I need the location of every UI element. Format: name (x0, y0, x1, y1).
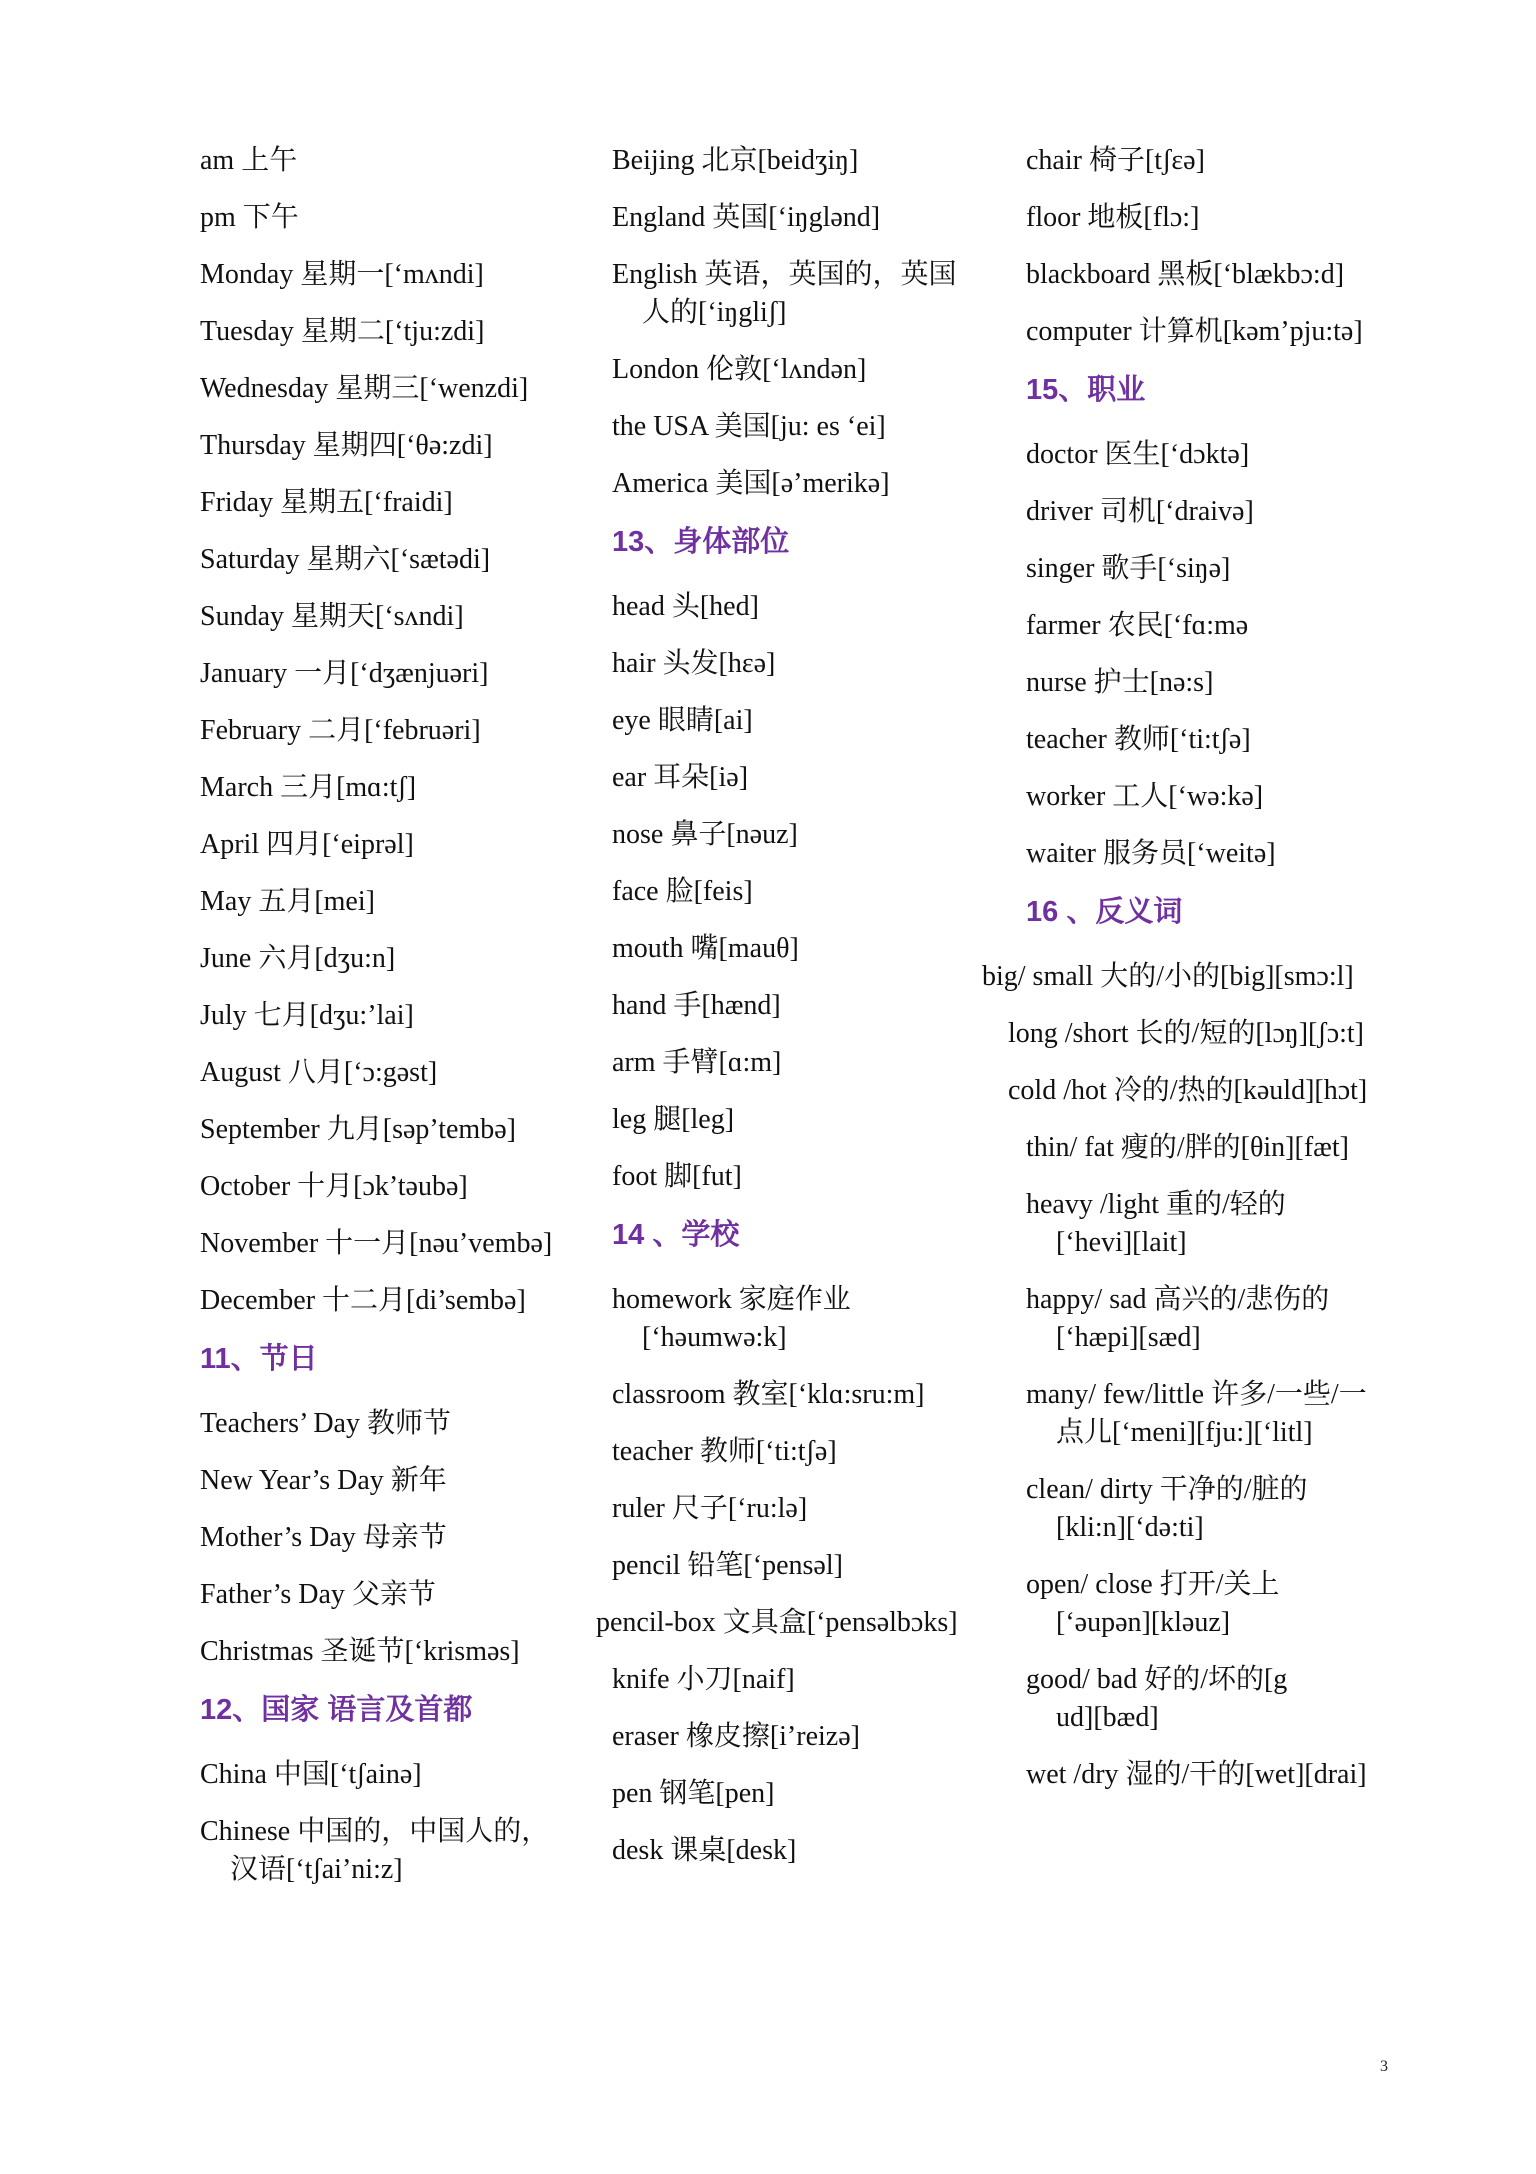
vocab-entry (612, 1101, 1032, 1139)
vocab-entry (1026, 1471, 1411, 1547)
vocab-text: Saturday 星期六[‘sætədi] (200, 544, 491, 575)
vocab-entry (1026, 607, 1446, 645)
vocab-text: Friday 星期五[‘fraidi] (200, 487, 453, 518)
vocab-text: July 七月[dʒu:’lai] (200, 1000, 414, 1031)
section-heading: 13、身体部位 (612, 526, 790, 558)
vocab-text: happy/ sad 高兴的/悲伤的 (1026, 1284, 1330, 1315)
vocab-text: long /short 长的/短的[lɔŋ][ʃɔ:t] (1008, 1018, 1365, 1049)
column-2 (596, 142, 1032, 1889)
vocab-text: February 二月[‘februəri] (200, 715, 481, 746)
vocab-text: leg 腿[leg] (612, 1104, 735, 1135)
vocab-entry (612, 930, 1032, 968)
vocab-entry (200, 712, 620, 750)
vocab-text: New Year’s Day 新年 (200, 1465, 447, 1496)
vocab-entry (200, 769, 620, 807)
vocab-text: eye 眼睛[ai] (612, 705, 753, 736)
vocab-text: Teachers’ Day 教师节 (200, 1408, 451, 1439)
vocab-text-continued: [‘hæpi][sæd] (1056, 1322, 1201, 1353)
vocab-entry (1026, 664, 1446, 702)
vocab-text: eraser 橡皮擦[i’reizə] (612, 1721, 860, 1752)
vocab-entry (612, 759, 1032, 797)
section-heading: 12、国家 语言及首都 (200, 1694, 473, 1726)
vocab-text: waiter 服务员[‘weitə] (1026, 838, 1276, 869)
vocab-entry (200, 199, 620, 237)
vocab-entry (1026, 1129, 1446, 1167)
vocab-entry (200, 1111, 620, 1149)
vocab-text: many/ few/little 许多/一些/一 (1026, 1379, 1367, 1410)
vocab-text: November 十一月[nəu’vembə] (200, 1228, 553, 1259)
vocab-text: desk 课桌[desk] (612, 1835, 797, 1866)
vocab-text: driver 司机[‘draivə] (1026, 496, 1254, 527)
vocab-entry (612, 1433, 1032, 1471)
vocab-text: America 美国[ə’merikə] (612, 468, 890, 499)
vocab-entry (612, 408, 1032, 446)
vocab-text: Mother’s Day 母亲节 (200, 1522, 447, 1553)
vocab-text: Chinese 中国的，中国人的， (200, 1816, 550, 1847)
vocab-text: ruler 尺子[‘ru:lə] (612, 1493, 808, 1524)
vocab-entry (612, 702, 1032, 740)
vocab-entry (1026, 1566, 1411, 1642)
vocab-entry (200, 484, 620, 522)
vocab-entry (982, 958, 1446, 996)
vocab-text: Wednesday 星期三[‘wenzdi] (200, 373, 529, 404)
vocab-entry (200, 256, 620, 294)
vocab-entry (1026, 1281, 1411, 1357)
vocab-text: Christmas 圣诞节[‘krisməs] (200, 1636, 520, 1667)
vocab-entry (612, 351, 1032, 389)
vocab-text-continued: [‘əupən][kləuz] (1056, 1607, 1231, 1638)
vocab-entry (200, 1225, 620, 1263)
vocab-entry (200, 541, 620, 579)
vocab-entry (612, 1718, 1032, 1756)
vocab-entry (612, 873, 1032, 911)
vocab-text: April 四月[‘eiprəl] (200, 829, 414, 860)
vocab-entry (200, 1519, 620, 1557)
vocab-text-continued: 汉语[‘tʃai’ni:z] (230, 1854, 403, 1885)
vocab-entry (612, 1832, 1032, 1870)
vocab-text: computer 计算机[kəm’pju:tə] (1026, 316, 1363, 347)
vocab-entry (612, 1547, 1032, 1585)
vocab-text: China 中国[‘tʃainə] (200, 1759, 422, 1790)
vocab-entry (1026, 493, 1446, 531)
vocab-entry (200, 1462, 620, 1500)
vocab-entry (612, 816, 1032, 854)
vocab-entry (1026, 1756, 1446, 1794)
vocab-text: May 五月[mei] (200, 886, 375, 917)
vocab-text: heavy /light 重的/轻的 (1026, 1189, 1286, 1220)
vocab-entry (200, 142, 620, 180)
column-1 (200, 142, 620, 1908)
vocab-text: hair 头发[hɛə] (612, 648, 776, 679)
vocab-text: classroom 教室[‘klɑ:sru:m] (612, 1379, 925, 1410)
vocab-entry (1008, 1072, 1446, 1110)
vocab-entry (200, 370, 620, 408)
vocab-entry (1026, 436, 1446, 474)
vocab-entry (200, 883, 620, 921)
vocab-text: worker 工人[‘wə:kə] (1026, 781, 1264, 812)
vocab-text-continued: [‘hevi][lait] (1056, 1227, 1187, 1258)
vocab-entry (612, 1044, 1032, 1082)
vocab-text: cold /hot 冷的/热的[kəuld][hɔt] (1008, 1075, 1368, 1106)
vocab-entry (200, 826, 620, 864)
vocab-text: August 八月[‘ɔ:gəst] (200, 1057, 438, 1088)
vocab-entry (1026, 1376, 1411, 1452)
vocab-text: December 十二月[di’sembə] (200, 1285, 526, 1316)
vocab-entry (200, 1633, 620, 1671)
vocab-text: homework 家庭作业 (612, 1284, 851, 1315)
vocab-entry (612, 1490, 1032, 1528)
vocab-text: chair 椅子[tʃɛə] (1026, 145, 1205, 176)
vocab-entry (612, 1775, 1032, 1813)
vocab-text: blackboard 黑板[‘blækbɔ:d] (1026, 259, 1345, 290)
vocab-entry (612, 588, 1032, 626)
vocab-text: English 英语，英国的，英国 (612, 259, 957, 290)
vocab-entry (200, 1168, 620, 1206)
vocab-text: Sunday 星期天[‘sʌndi] (200, 601, 464, 632)
vocab-text: teacher 教师[‘ti:tʃə] (612, 1436, 837, 1467)
vocab-entry (200, 427, 620, 465)
vocab-entry (200, 655, 620, 693)
vocab-entry (200, 997, 620, 1035)
vocab-text: pen 钢笔[pen] (612, 1778, 775, 1809)
vocab-entry (200, 1576, 620, 1614)
vocab-entry (200, 940, 620, 978)
vocab-text: am 上午 (200, 145, 298, 176)
vocab-entry (612, 256, 997, 332)
vocab-text: hand 手[hænd] (612, 990, 781, 1021)
vocab-entry (1026, 778, 1446, 816)
vocab-text: nurse 护士[nə:s] (1026, 667, 1214, 698)
vocab-text: Thursday 星期四[‘θə:zdi] (200, 430, 493, 461)
vocab-entry (612, 1661, 1032, 1699)
vocab-entry (200, 1054, 620, 1092)
vocab-text: March 三月[mɑ:tʃ] (200, 772, 417, 803)
vocab-text: Monday 星期一[‘mʌndi] (200, 259, 484, 290)
vocab-entry (1026, 199, 1446, 237)
vocab-text: arm 手臂[ɑ:m] (612, 1047, 782, 1078)
vocab-text: open/ close 打开/关上 (1026, 1569, 1280, 1600)
vocab-text: mouth 嘴[mauθ] (612, 933, 799, 964)
vocab-entry (1026, 1186, 1411, 1262)
vocab-entry (612, 465, 1032, 503)
vocab-entry (612, 1376, 1032, 1414)
vocab-text: pm 下午 (200, 202, 299, 233)
vocab-entry (612, 987, 1032, 1025)
vocab-entry (200, 1405, 620, 1443)
page-number: 3 (1380, 2058, 1388, 2075)
vocab-text: Tuesday 星期二[‘tju:zdi] (200, 316, 485, 347)
vocab-text: Beijing 北京[beidʒiŋ] (612, 145, 859, 176)
vocab-text: the USA 美国[ju: es ‘ei] (612, 411, 886, 442)
vocab-entry (612, 645, 1032, 683)
vocab-text: pencil-box 文具盒[‘pensəlbɔks] (596, 1607, 958, 1638)
vocab-entry (1026, 835, 1446, 873)
vocab-entry (596, 1604, 1032, 1642)
vocab-text: London 伦敦[‘lʌndən] (612, 354, 867, 385)
vocab-entry (1026, 313, 1446, 351)
vocab-text: teacher 教师[‘ti:tʃə] (1026, 724, 1251, 755)
vocab-text: floor 地板[flɔ:] (1026, 202, 1200, 233)
vocab-text: big/ small 大的/小的[big][smɔ:l] (982, 961, 1354, 992)
vocab-text: Father’s Day 父亲节 (200, 1579, 436, 1610)
vocab-text: September 九月[səp’tembə] (200, 1114, 516, 1145)
vocab-text: ear 耳朵[iə] (612, 762, 749, 793)
vocab-text: wet /dry 湿的/干的[wet][drai] (1026, 1759, 1367, 1790)
vocab-text-continued: [‘həumwə:k] (642, 1322, 787, 1353)
vocab-entry (612, 142, 1032, 180)
vocab-entry (200, 1282, 620, 1320)
vocab-entry (612, 199, 1032, 237)
vocab-entry (200, 313, 620, 351)
vocab-text: head 头[hed] (612, 591, 759, 622)
vocab-text: knife 小刀[naif] (612, 1664, 795, 1695)
vocab-text: doctor 医生[‘dɔktə] (1026, 439, 1250, 470)
vocab-text: October 十月[ɔk’təubə] (200, 1171, 468, 1202)
vocab-entry (200, 598, 620, 636)
vocab-text: face 脸[feis] (612, 876, 753, 907)
vocab-text-continued: [kli:n][‘də:ti] (1056, 1512, 1204, 1543)
vocab-entry (1026, 721, 1446, 759)
vocab-text-continued: 人的[‘iŋgliʃ] (642, 297, 787, 328)
section-heading: 15、职业 (1026, 374, 1146, 406)
vocab-entry (1008, 1015, 1446, 1053)
vocab-entry (1026, 256, 1446, 294)
vocab-entry (1026, 550, 1446, 588)
vocab-text: singer 歌手[‘siŋə] (1026, 553, 1231, 584)
vocab-text-continued: ud][bæd] (1056, 1702, 1159, 1733)
vocab-text: England 英国[‘iŋglənd] (612, 202, 881, 233)
vocab-text-continued: 点儿[‘meni][fju:][‘litl] (1056, 1417, 1313, 1448)
vocab-entry (200, 1813, 585, 1889)
vocab-entry (1026, 1661, 1411, 1737)
vocab-text: January 一月[‘dʒænjuəri] (200, 658, 489, 689)
vocab-entry (612, 1158, 1032, 1196)
vocab-text: June 六月[dʒu:n] (200, 943, 396, 974)
vocab-text: clean/ dirty 干净的/脏的 (1026, 1474, 1308, 1505)
vocab-text: nose 鼻子[nəuz] (612, 819, 798, 850)
vocab-text: farmer 农民[‘fɑ:mə (1026, 610, 1249, 641)
vocab-entry (200, 1756, 620, 1794)
vocab-text: foot 脚[fut] (612, 1161, 742, 1192)
vocab-entry (1026, 142, 1446, 180)
column-3 (982, 142, 1446, 1813)
section-heading: 14 、学校 (612, 1219, 740, 1251)
vocab-text: pencil 铅笔[‘pensəl] (612, 1550, 843, 1581)
vocab-text: good/ bad 好的/坏的[g (1026, 1664, 1288, 1695)
section-heading: 16 、反义词 (1026, 896, 1183, 928)
section-heading: 11、节日 (200, 1343, 318, 1375)
vocab-entry (612, 1281, 997, 1357)
vocab-text: thin/ fat 瘦的/胖的[θin][fæt] (1026, 1132, 1349, 1163)
